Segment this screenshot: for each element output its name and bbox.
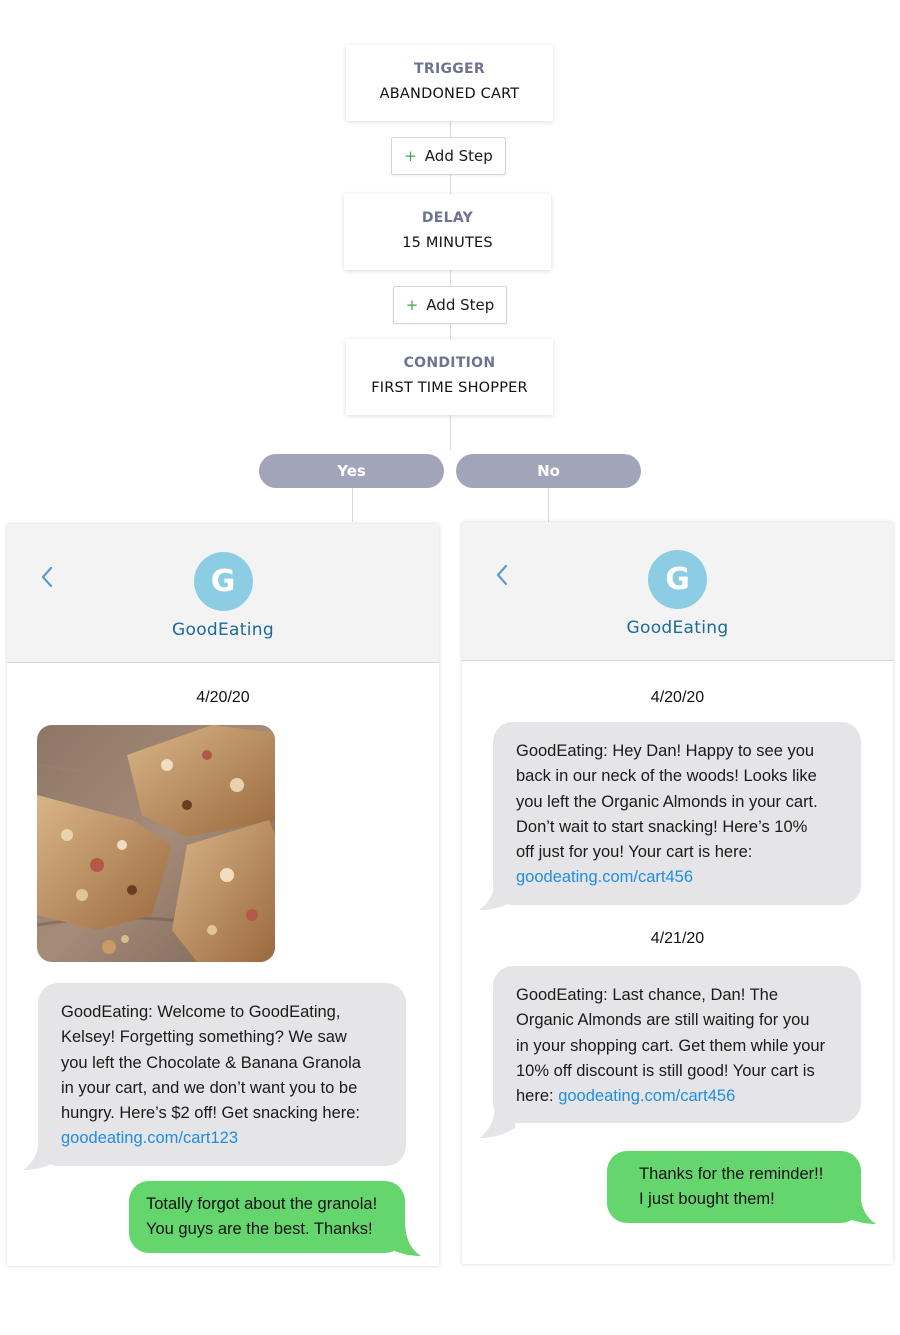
add-step-button[interactable] — [391, 137, 506, 175]
step-type-label: CONDITION — [403, 355, 496, 371]
add-step-label: Add Step — [424, 147, 493, 165]
message-line: I just bought them! — [639, 1190, 775, 1209]
delay-step-card[interactable] — [344, 194, 551, 270]
step-value-label: FIRST TIME SHOPPER — [371, 380, 528, 396]
step-value-label: ABANDONED CART — [379, 86, 520, 102]
contact-name: GoodEating — [172, 620, 274, 640]
contact-avatar: G — [648, 550, 707, 609]
phone-header — [462, 522, 893, 661]
granola-bars-photo[interactable] — [37, 725, 275, 962]
received-message-bubble — [38, 983, 406, 1166]
yes-phone-preview — [7, 524, 439, 1266]
message-line: Kelsey! Forgetting something? We saw — [61, 1028, 347, 1047]
add-step-button[interactable] — [393, 286, 507, 324]
message-line: Thanks for the reminder!! — [639, 1165, 824, 1183]
cart-link[interactable]: goodeating.com/cart456 — [558, 1087, 736, 1106]
no-branch-pill[interactable]: No — [456, 454, 641, 488]
cart-link[interactable]: goodeating.com/cart123 — [61, 1129, 239, 1148]
no-phone-preview — [462, 522, 893, 1264]
granola-bars-image — [37, 725, 275, 962]
received-message-bubble — [493, 966, 861, 1123]
message-line: Don’t wait to start snacking! Here’s 10% — [516, 817, 808, 836]
message-line: hungry. Here’s $2 off! Get snacking here: — [61, 1104, 361, 1123]
message-line: GoodEating: Last chance, Dan! The — [516, 986, 779, 1004]
message-line: 10% off discount is still good! Your cart is — [516, 1061, 815, 1080]
message-line: GoodEating: Hey Dan! Happy to see you — [516, 742, 815, 760]
connector-line-yes — [352, 488, 353, 522]
sent-message-bubble — [129, 1181, 405, 1253]
contact-name: GoodEating — [626, 618, 729, 638]
message-line: back in our neck of the woods! Looks like — [516, 767, 817, 786]
message-date: 4/21/20 — [650, 930, 705, 947]
step-value-label: 15 MINUTES — [402, 235, 493, 251]
message-line: GoodEating: Welcome to GoodEating, — [61, 1003, 341, 1021]
plus-icon: + — [405, 295, 419, 314]
chevron-left-icon[interactable] — [39, 565, 55, 589]
message-date: 4/20/20 — [196, 689, 250, 706]
add-step-label: Add Step — [426, 296, 495, 314]
cart-link[interactable]: goodeating.com/cart456 — [516, 868, 694, 887]
message-line: off just for you! Your cart is here: — [516, 843, 753, 862]
message-line: in your cart, and we don’t want you to be — [61, 1078, 358, 1097]
message-text: here: — [516, 1087, 559, 1106]
step-type-label: TRIGGER — [414, 61, 485, 77]
trigger-step-card[interactable] — [346, 45, 553, 121]
condition-step-card[interactable] — [346, 339, 553, 415]
contact-avatar: G — [194, 552, 253, 611]
yes-branch-pill[interactable]: Yes — [259, 454, 444, 488]
message-date: 4/20/20 — [650, 689, 705, 706]
phone-header — [7, 524, 439, 663]
message-line: you left the Organic Almonds in your cart. — [516, 792, 818, 811]
message-line: in your shopping cart. Get them while your — [516, 1036, 826, 1055]
message-line: Organic Almonds are still waiting for you — [516, 1011, 810, 1030]
connector-line-no — [548, 488, 549, 522]
message-line: you left the Chocolate & Banana Granola — [61, 1053, 361, 1072]
plus-icon: + — [404, 146, 417, 165]
chevron-left-icon[interactable] — [494, 563, 510, 587]
received-message-bubble — [493, 722, 861, 905]
message-line: Totally forgot about the granola! — [146, 1195, 378, 1213]
message-line: You guys are the best. Thanks! — [146, 1220, 373, 1239]
step-type-label: DELAY — [421, 210, 474, 226]
sent-message-bubble — [607, 1151, 861, 1223]
